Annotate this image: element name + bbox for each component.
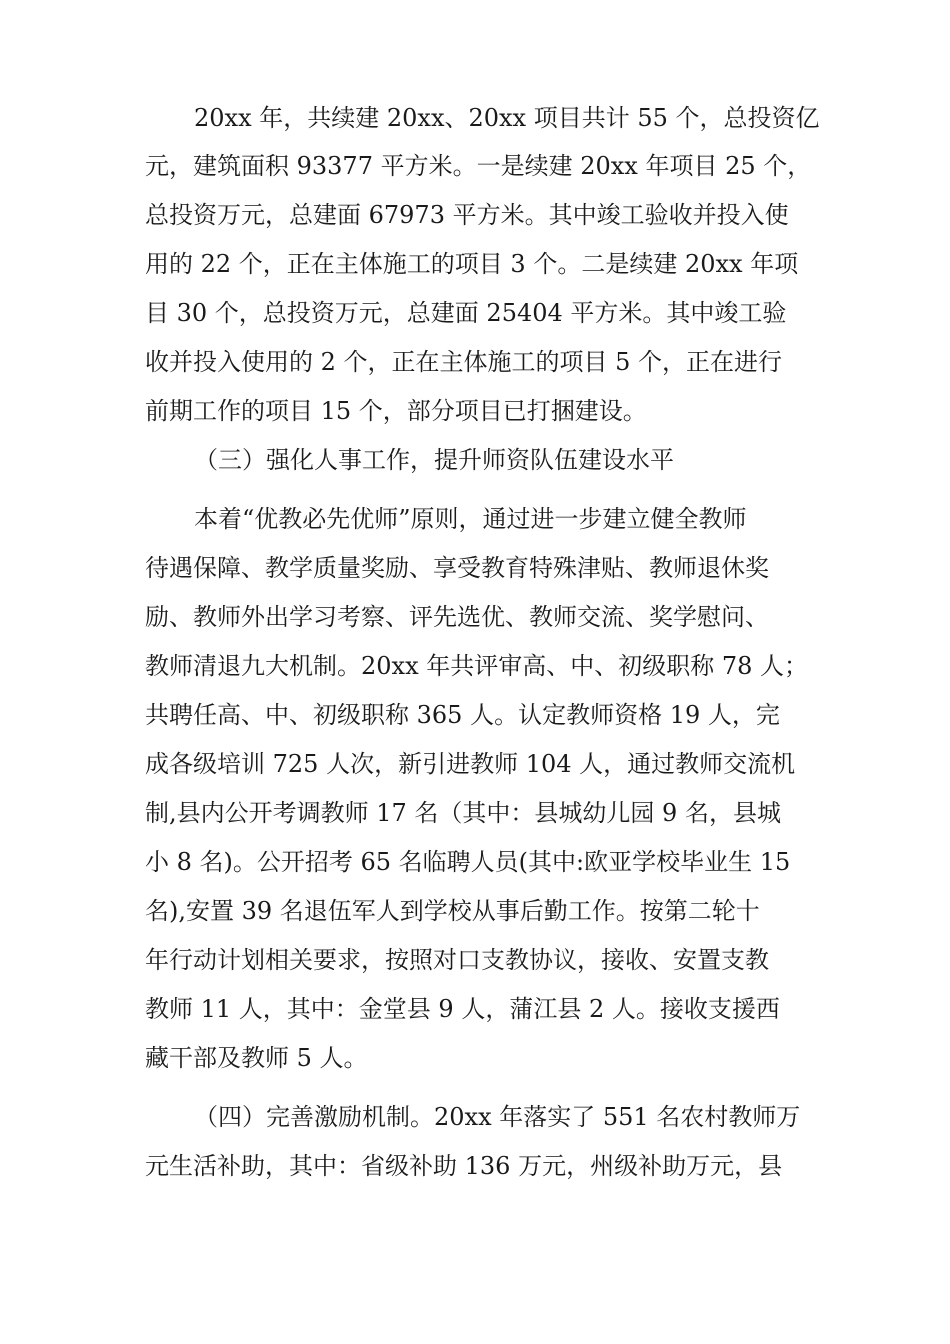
text-line: 小 8 名)。公开招考 65 名临聘人员(其中:欧亚学校毕业生 15 — [145, 848, 791, 876]
text-line: 总投资万元，总建面 67973 平方米。其中竣工验收并投入使 — [145, 201, 789, 229]
text-line: 教师 11 人，其中：金堂县 9 人，蒲江县 2 人。接收支援西 — [145, 995, 780, 1023]
text-line: 用的 22 个，正在主体施工的项目 3 个。二是续建 20xx 年项 — [145, 250, 799, 278]
text-line: 共聘任高、中、初级职称 365 人。认定教师资格 19 人，完 — [145, 701, 780, 729]
text-line: 20xx 年，共续建 20xx、20xx 项目共计 55 个，总投资亿 — [194, 104, 820, 132]
text-line: 本着“优教必先优师”原则，通过进一步建立健全教师 — [194, 505, 747, 533]
text-line: 收并投入使用的 2 个，正在主体施工的项目 5 个，正在进行 — [145, 348, 783, 376]
text-line: 前期工作的项目 15 个，部分项目已打捆建设。 — [145, 397, 647, 425]
text-line: 元，建筑面积 93377 平方米。一是续建 20xx 年项目 25 个， — [145, 152, 812, 180]
text-line: 年行动计划相关要求，按照对口支教协议，接收、安置支教 — [145, 946, 769, 974]
section-heading: （三）强化人事工作，提升师资队伍建设水平 — [194, 446, 674, 474]
text-line: 藏干部及教师 5 人。 — [145, 1044, 368, 1072]
text-line: 教师清退九大机制。20xx 年共评审高、中、初级职称 78 人； — [145, 652, 809, 680]
text-line: 目 30 个，总投资万元，总建面 25404 平方米。其中竣工验 — [145, 299, 787, 327]
text-line: 成各级培训 725 人次，新引进教师 104 人，通过教师交流机 — [145, 750, 796, 778]
text-line: （四）完善激励机制。20xx 年落实了 551 名农村教师万 — [194, 1103, 801, 1131]
text-line: 元生活补助，其中：省级补助 136 万元，州级补助万元，县 — [145, 1152, 783, 1180]
text-line: 待遇保障、教学质量奖励、享受教育特殊津贴、教师退休奖 — [145, 554, 769, 582]
text-line: 名),安置 39 名退伍军人到学校从事后勤工作。按第二轮十 — [145, 897, 760, 925]
text-line: 制,县内公开考调教师 17 名（其中：县城幼儿园 9 名，县城 — [145, 799, 781, 827]
text-line: 励、教师外出学习考察、评先选优、教师交流、奖学慰问、 — [145, 603, 769, 631]
